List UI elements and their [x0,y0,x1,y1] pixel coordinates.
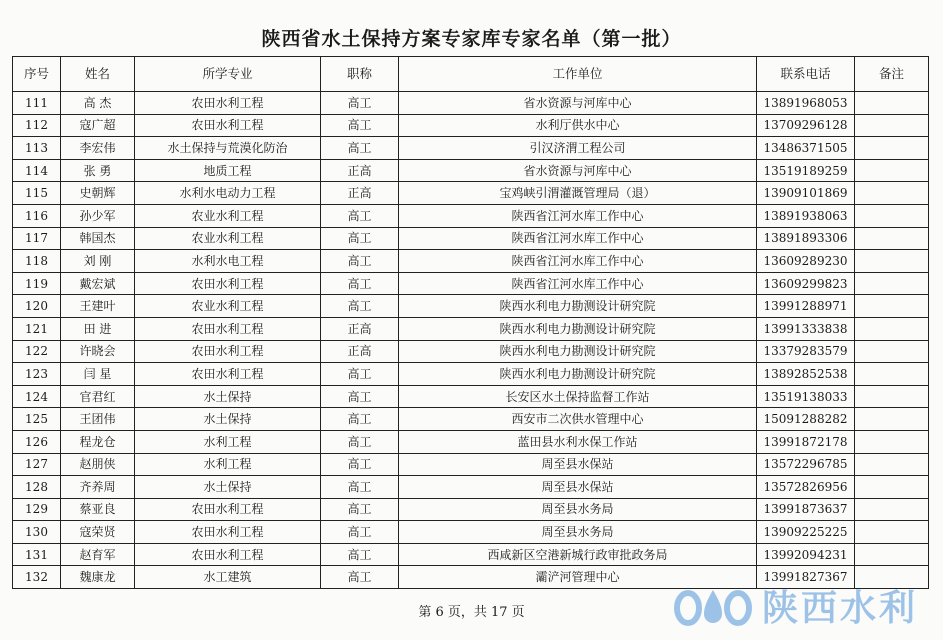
job-title-cell: 正高 [321,159,399,182]
expert-name-cell: 赵育军 [61,543,135,566]
row-index-cell: 111 [13,92,61,115]
phone-cell: 13892852538 [757,363,855,386]
table-row [13,430,929,453]
phone-cell: 13991333838 [757,317,855,340]
expert-name-cell: 张 勇 [61,159,135,182]
job-title-cell: 高工 [321,408,399,431]
major-cell: 水土保持 [135,476,321,499]
expert-name-cell: 蔡亚良 [61,498,135,521]
job-title-cell: 高工 [321,498,399,521]
row-index-cell: 120 [13,295,61,318]
watermark-logo [672,580,918,631]
job-title-cell: 高工 [321,363,399,386]
remarks-cell [855,204,929,227]
job-title-cell: 高工 [321,566,399,589]
phone-cell: 13379283579 [757,340,855,363]
table-row [13,498,929,521]
job-title-cell: 高工 [321,272,399,295]
row-index-cell: 121 [13,317,61,340]
workplace-cell: 周至县水务局 [399,521,757,544]
row-index-cell: 127 [13,453,61,476]
remarks-cell [855,92,929,115]
workplace-cell: 陕西水利电力勘测设计研究院 [399,340,757,363]
major-cell: 农业水利工程 [135,204,321,227]
table-row [13,453,929,476]
major-cell: 农田水利工程 [135,498,321,521]
workplace-cell: 省水资源与河库中心 [399,92,757,115]
phone-cell: 13519138033 [757,385,855,408]
phone-cell: 13572296785 [757,453,855,476]
phone-cell: 13909101869 [757,182,855,205]
header-phone: 联系电话 [757,57,855,92]
row-index-cell: 129 [13,498,61,521]
row-index-cell: 122 [13,340,61,363]
row-index-cell: 125 [13,408,61,431]
expert-name-cell: 魏康龙 [61,566,135,589]
table-row [13,114,929,137]
document-title: 陕西省水土保持方案专家库专家名单（第一批） [261,28,682,50]
job-title-cell: 高工 [321,227,399,250]
table-row [13,159,929,182]
row-index-cell: 117 [13,227,61,250]
phone-cell: 13609299823 [757,272,855,295]
workplace-cell: 蓝田县水利水保工作站 [399,430,757,453]
phone-cell: 15091288282 [757,408,855,431]
major-cell: 水利工程 [135,453,321,476]
expert-name-cell: 官君红 [61,385,135,408]
phone-cell: 13572826956 [757,476,855,499]
major-cell: 水工建筑 [135,566,321,589]
remarks-cell [855,317,929,340]
remarks-cell [855,543,929,566]
job-title-cell: 高工 [321,476,399,499]
workplace-cell: 陕西水利电力勘测设计研究院 [399,295,757,318]
row-index-cell: 119 [13,272,61,295]
expert-name-cell: 李宏伟 [61,137,135,160]
phone-cell: 13909225225 [757,521,855,544]
expert-name-cell: 史朝辉 [61,182,135,205]
job-title-cell: 正高 [321,340,399,363]
workplace-cell: 西咸新区空港新城行政审批政务局 [399,543,757,566]
expert-name-cell: 戴宏斌 [61,272,135,295]
major-cell: 农田水利工程 [135,543,321,566]
remarks-cell [855,363,929,386]
major-cell: 农田水利工程 [135,521,321,544]
expert-name-cell: 王团伟 [61,408,135,431]
expert-name-cell: 许晓会 [61,340,135,363]
phone-cell: 13992094231 [757,543,855,566]
major-cell: 农田水利工程 [135,114,321,137]
remarks-cell [855,159,929,182]
major-cell: 水利工程 [135,430,321,453]
expert-name-cell: 王建叶 [61,295,135,318]
expert-name-cell: 高 杰 [61,92,135,115]
workplace-cell: 周至县水保站 [399,453,757,476]
workplace-cell: 长安区水土保持监督工作站 [399,385,757,408]
workplace-cell: 陕西省江河水库工作中心 [399,227,757,250]
job-title-cell: 高工 [321,543,399,566]
expert-table [12,56,929,589]
workplace-cell: 灞浐河管理中心 [399,566,757,589]
remarks-cell [855,408,929,431]
row-index-cell: 132 [13,566,61,589]
remarks-cell [855,430,929,453]
expert-name-cell: 赵朋侠 [61,453,135,476]
job-title-cell: 高工 [321,385,399,408]
table-row [13,250,929,273]
expert-name-cell: 刘 刚 [61,250,135,273]
phone-cell: 13891938063 [757,204,855,227]
phone-cell: 13609289230 [757,250,855,273]
phone-cell: 13991873637 [757,498,855,521]
phone-cell: 13486371505 [757,137,855,160]
expert-name-cell: 田 进 [61,317,135,340]
major-cell: 农田水利工程 [135,92,321,115]
major-cell: 农田水利工程 [135,272,321,295]
major-cell: 水土保持与荒漠化防治 [135,137,321,160]
table-body [13,92,929,589]
workplace-cell: 省水资源与河库中心 [399,159,757,182]
phone-cell: 13891968053 [757,92,855,115]
row-index-cell: 131 [13,543,61,566]
header-major: 所学专业 [135,57,321,92]
table-row [13,272,929,295]
major-cell: 地质工程 [135,159,321,182]
workplace-cell: 陕西省江河水库工作中心 [399,272,757,295]
remarks-cell [855,227,929,250]
phone-cell: 13991827367 [757,566,855,589]
table-row [13,363,929,386]
job-title-cell: 高工 [321,295,399,318]
table-row [13,543,929,566]
header-title: 职称 [321,57,399,92]
remarks-cell [855,453,929,476]
job-title-cell: 高工 [321,250,399,273]
expert-name-cell: 闫 星 [61,363,135,386]
job-title-cell: 高工 [321,453,399,476]
remarks-cell [855,182,929,205]
expert-name-cell: 寇广超 [61,114,135,137]
table-row [13,227,929,250]
workplace-cell: 陕西省江河水库工作中心 [399,250,757,273]
page-number: 第 6 页，共 17 页 [418,605,525,620]
watermark-text: 陕西水利 [762,588,919,629]
job-title-cell: 高工 [321,114,399,137]
major-cell: 水土保持 [135,408,321,431]
remarks-cell [855,521,929,544]
remarks-cell [855,272,929,295]
remarks-cell [855,295,929,318]
phone-cell: 13709296128 [757,114,855,137]
remarks-cell [855,385,929,408]
expert-name-cell: 寇荣贤 [61,521,135,544]
row-index-cell: 116 [13,204,61,227]
row-index-cell: 118 [13,250,61,273]
remarks-cell [855,137,929,160]
row-index-cell: 112 [13,114,61,137]
job-title-cell: 高工 [321,521,399,544]
row-index-cell: 123 [13,363,61,386]
workplace-cell: 引汉济渭工程公司 [399,137,757,160]
major-cell: 农田水利工程 [135,340,321,363]
water-drop-logo-icon [672,584,754,628]
major-cell: 农田水利工程 [135,317,321,340]
major-cell: 水利水电工程 [135,250,321,273]
row-index-cell: 128 [13,476,61,499]
header-index: 序号 [13,57,61,92]
table-row [13,385,929,408]
major-cell: 农业水利工程 [135,227,321,250]
table-row [13,476,929,499]
row-index-cell: 130 [13,521,61,544]
workplace-cell: 宝鸡峡引渭灌溉管理局（退） [399,182,757,205]
job-title-cell: 高工 [321,430,399,453]
table-row [13,521,929,544]
workplace-cell: 周至县水务局 [399,498,757,521]
table-row [13,182,929,205]
header-workplace: 工作单位 [399,57,757,92]
expert-name-cell: 程龙仓 [61,430,135,453]
workplace-cell: 西安市二次供水管理中心 [399,408,757,431]
major-cell: 水土保持 [135,385,321,408]
header-remarks: 备注 [855,57,929,92]
header-name: 姓名 [61,57,135,92]
row-index-cell: 124 [13,385,61,408]
job-title-cell: 高工 [321,92,399,115]
workplace-cell: 周至县水保站 [399,476,757,499]
workplace-cell: 陕西省江河水库工作中心 [399,204,757,227]
major-cell: 水利水电动力工程 [135,182,321,205]
workplace-cell: 陕西水利电力勘测设计研究院 [399,317,757,340]
table-row [13,408,929,431]
major-cell: 农田水利工程 [135,363,321,386]
remarks-cell [855,250,929,273]
job-title-cell: 高工 [321,137,399,160]
row-index-cell: 114 [13,159,61,182]
phone-cell: 13991288971 [757,295,855,318]
phone-cell: 13519189259 [757,159,855,182]
table-row [13,137,929,160]
table-row [13,317,929,340]
remarks-cell [855,340,929,363]
phone-cell: 13891893306 [757,227,855,250]
job-title-cell: 正高 [321,317,399,340]
row-index-cell: 126 [13,430,61,453]
expert-name-cell: 孙少军 [61,204,135,227]
phone-cell: 13991872178 [757,430,855,453]
remarks-cell [855,114,929,137]
job-title-cell: 高工 [321,204,399,227]
expert-name-cell: 齐养周 [61,476,135,499]
remarks-cell [855,498,929,521]
table-row [13,295,929,318]
job-title-cell: 正高 [321,182,399,205]
workplace-cell: 陕西水利电力勘测设计研究院 [399,363,757,386]
table-row [13,340,929,363]
table-row [13,204,929,227]
workplace-cell: 水利厅供水中心 [399,114,757,137]
row-index-cell: 113 [13,137,61,160]
expert-name-cell: 韩国杰 [61,227,135,250]
remarks-cell [855,476,929,499]
row-index-cell: 115 [13,182,61,205]
table-header-row [13,57,929,92]
major-cell: 农业水利工程 [135,295,321,318]
table-row [13,92,929,115]
